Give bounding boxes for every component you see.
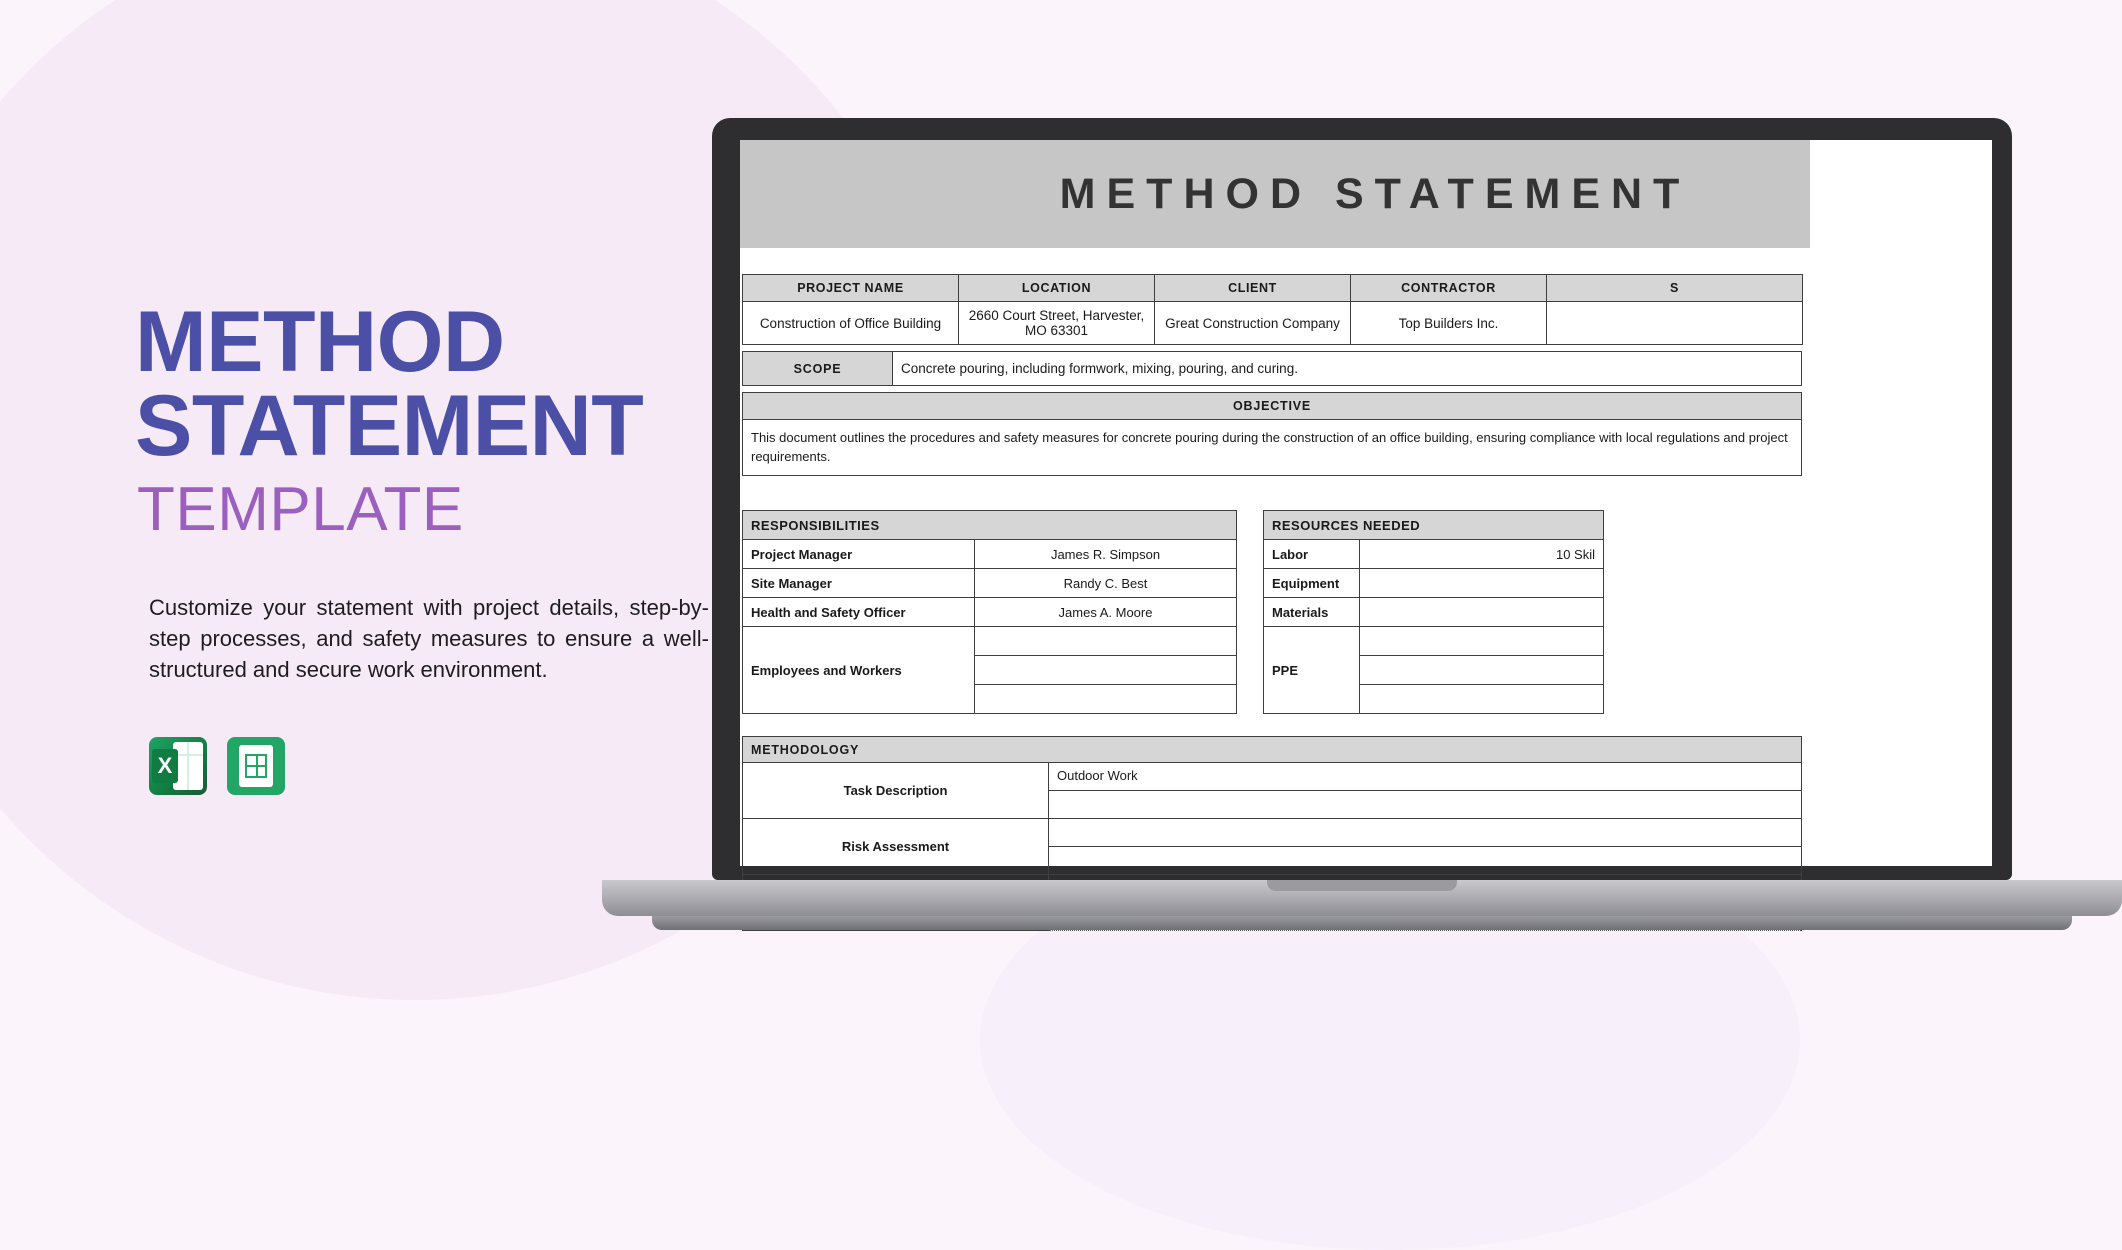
resource-ppe: PPE	[1264, 627, 1360, 714]
laptop-foot	[652, 916, 2072, 930]
table-row	[743, 819, 1802, 847]
table-row	[1264, 598, 1604, 627]
table-row	[743, 540, 1237, 569]
scope-table	[742, 351, 1802, 386]
laptop-base	[602, 880, 2122, 916]
format-icons	[149, 737, 755, 795]
google-sheets-icon[interactable]	[227, 737, 285, 795]
excel-icon[interactable]	[149, 737, 207, 795]
label-task-description: Task Description	[743, 763, 1049, 819]
resource-ppe-value-1[interactable]	[1360, 627, 1604, 656]
role-project-manager: Project Manager	[743, 540, 975, 569]
label-resources-needed: RESOURCES NEEDED	[1264, 511, 1604, 540]
resources-table	[1263, 510, 1604, 714]
excel-x-glyph: X	[152, 749, 178, 783]
header-client: CLIENT	[1155, 275, 1351, 302]
sheets-page-shape	[239, 745, 273, 787]
label-scope: SCOPE	[743, 352, 893, 386]
table-row	[1264, 569, 1604, 598]
page-title	[135, 294, 755, 475]
table-row	[743, 352, 1802, 386]
page-title-line-2: STATEMENT	[135, 378, 644, 475]
resource-labor-value[interactable]: 10 Skil	[1360, 540, 1604, 569]
page-subtitle: TEMPLATE	[137, 474, 464, 544]
table-row	[743, 737, 1802, 763]
resource-ppe-value-3[interactable]	[1360, 685, 1604, 714]
label-responsibilities: RESPONSIBILITIES	[743, 511, 1237, 540]
value-contractor[interactable]: Top Builders Inc.	[1351, 302, 1547, 345]
table-row	[743, 598, 1237, 627]
value-scope[interactable]: Concrete pouring, including formwork, mixing, pouring, and curing.	[893, 352, 1802, 386]
document-title: METHOD STATEMENT	[1059, 169, 1691, 218]
role-site-manager: Site Manager	[743, 569, 975, 598]
person-employee-3[interactable]	[975, 685, 1237, 714]
laptop-mockup	[712, 118, 2012, 880]
value-risk-assessment-line-1[interactable]	[1049, 819, 1802, 847]
page-title-line-1: METHOD	[135, 294, 505, 390]
laptop-notch	[1267, 880, 1457, 891]
value-location[interactable]: 2660 Court Street, Harvester, MO 63301	[959, 302, 1155, 345]
table-row	[743, 302, 1803, 345]
promo-panel	[135, 294, 755, 795]
person-project-manager[interactable]: James R. Simpson	[975, 540, 1237, 569]
role-health-safety-officer: Health and Safety Officer	[743, 598, 975, 627]
table-row	[1264, 627, 1604, 656]
person-site-manager[interactable]: Randy C. Best	[975, 569, 1237, 598]
responsibilities-panel	[742, 510, 1237, 714]
table-row	[1264, 511, 1604, 540]
header-contractor: CONTRACTOR	[1351, 275, 1547, 302]
value-extra[interactable]	[1547, 302, 1803, 345]
table-row	[743, 569, 1237, 598]
resource-equipment: Equipment	[1264, 569, 1360, 598]
label-objective: OBJECTIVE	[743, 393, 1802, 420]
table-row	[743, 275, 1803, 302]
document-body	[740, 274, 1810, 931]
sheets-grid-shape	[245, 754, 267, 778]
value-risk-assessment-line-2[interactable]	[1049, 847, 1802, 875]
value-project-name[interactable]: Construction of Office Building	[743, 302, 959, 345]
resource-materials-value[interactable]	[1360, 598, 1604, 627]
header-extra: S	[1547, 275, 1803, 302]
role-employees-workers: Employees and Workers	[743, 627, 975, 714]
resource-materials: Materials	[1264, 598, 1360, 627]
laptop-screen	[740, 140, 1992, 866]
table-row	[743, 627, 1237, 656]
person-employee-1[interactable]	[975, 627, 1237, 656]
person-employee-2[interactable]	[975, 656, 1237, 685]
document-title-bar	[740, 140, 1810, 248]
resources-panel	[1263, 510, 1604, 714]
person-health-safety-officer[interactable]: James A. Moore	[975, 598, 1237, 627]
table-row	[743, 393, 1802, 420]
table-row	[743, 763, 1802, 791]
objective-table	[742, 392, 1802, 476]
header-project-name: PROJECT NAME	[743, 275, 959, 302]
resource-labor: Labor	[1264, 540, 1360, 569]
project-info-table	[742, 274, 1803, 345]
label-methodology: METHODOLOGY	[743, 737, 1802, 763]
mid-section	[742, 510, 1806, 714]
resource-ppe-value-2[interactable]	[1360, 656, 1604, 685]
promo-description: Customize your statement with project details, step-by-step processes, and safety measures to ensure a well-structured and secure work environment.	[149, 594, 709, 683]
table-row	[1264, 540, 1604, 569]
header-location: LOCATION	[959, 275, 1155, 302]
table-row	[743, 511, 1237, 540]
table-row	[743, 420, 1802, 476]
label-risk-assessment: Risk Assessment	[743, 819, 1049, 875]
resource-equipment-value[interactable]	[1360, 569, 1604, 598]
laptop-lid	[712, 118, 2012, 880]
method-statement-document	[740, 140, 1810, 931]
responsibilities-table	[742, 510, 1237, 714]
value-task-description-line-2[interactable]	[1049, 791, 1802, 819]
value-client[interactable]: Great Construction Company	[1155, 302, 1351, 345]
value-task-description[interactable]: Outdoor Work	[1049, 763, 1802, 791]
value-objective[interactable]: This document outlines the procedures and safety measures for concrete pouring during the construction of an office building, ensuring compliance with local regulations and project requirements.	[743, 420, 1802, 476]
